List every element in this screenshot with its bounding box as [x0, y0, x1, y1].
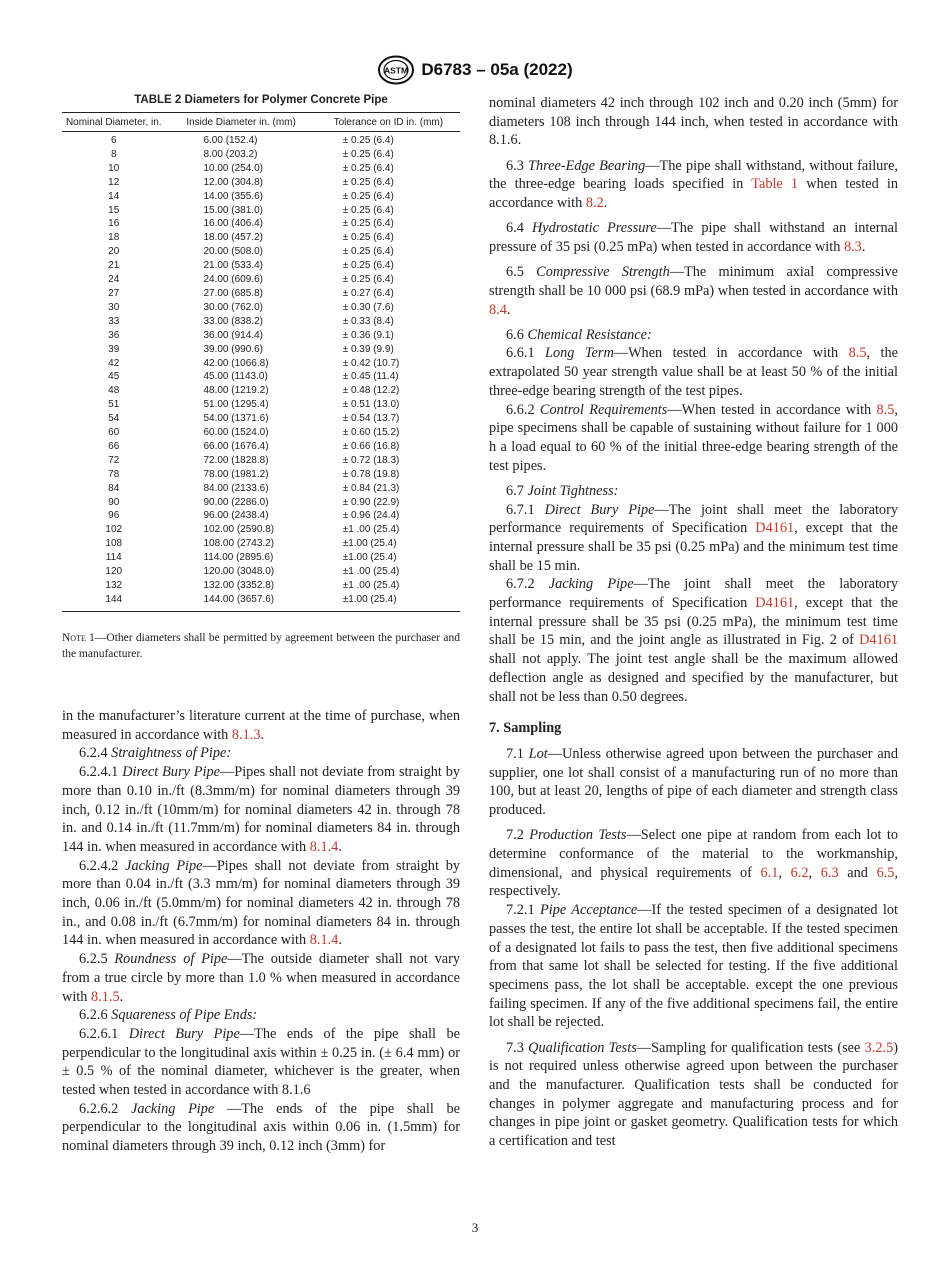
table-row	[62, 426, 460, 440]
table-cell: 45	[108, 371, 120, 383]
table-cell: ± 0.45 (11.4)	[342, 371, 399, 383]
table-cell: 8	[110, 148, 117, 160]
table-cell: ± 0.60 (15.2)	[342, 427, 400, 439]
column-header: Nominal Diameter, in.	[62, 113, 165, 132]
table-row	[62, 537, 460, 551]
ref-link[interactable]: 6.2	[790, 864, 809, 881]
table-row	[62, 259, 460, 273]
table-cell: ± 0.90 (22.9)	[342, 496, 400, 508]
table-cell: ± 0.25 (6.4)	[342, 246, 394, 258]
table-row	[62, 162, 460, 176]
table-row	[62, 132, 460, 148]
table-row	[62, 482, 460, 496]
table-cell: 102.00 (2590.8)	[203, 524, 275, 536]
table-cell: 72	[108, 454, 120, 466]
table-row	[62, 287, 460, 301]
table-cell: 36	[108, 329, 120, 341]
table-cell: 66.00 (1676.4)	[203, 440, 269, 452]
column-header: Inside Diameter in. (mm)	[165, 113, 316, 132]
table-cell: 78.00 (1981.2)	[203, 468, 269, 480]
ref-link[interactable]: 3.2.5	[864, 1039, 894, 1056]
table-cell: ± 0.66 (16.8)	[342, 440, 400, 452]
table-row	[62, 273, 460, 287]
table-cell: 90.00 (2286.0)	[203, 496, 269, 508]
table-cell: ± 0.33 (8.4)	[342, 315, 394, 327]
table-cell: 60.00 (1524.0)	[203, 427, 269, 439]
table-cell: 33.00 (838.2)	[203, 315, 263, 327]
table-cell: 16	[108, 218, 120, 230]
diameters-table	[62, 112, 460, 612]
section-7-3: 7.3 Qualification Tests—Sampling for qualification tests (see 3.2.5) is not required unless otherwise agreed upon between the purchaser and the manufacturer. Qualification tests shall be conducted for changes in polymer aggregate and manufacturing process and for changes in pipe joint or gasket geometry. Qualification tests for which a certification and test	[489, 1039, 898, 1150]
table-cell: 90	[108, 496, 120, 508]
ref-link[interactable]: 8.1.3	[231, 726, 261, 743]
table-cell: 21	[108, 260, 120, 272]
table-cell: 108.00 (2743.2)	[203, 538, 275, 550]
table-cell: ±1.00 (25.4)	[342, 538, 397, 550]
table-cell: 102	[105, 524, 123, 536]
table-cell: ± 0.42 (10.7)	[342, 357, 400, 369]
table-row	[62, 245, 460, 259]
paragraph: nominal diameters 42 inch through 102 inch and 0.20 inch (5mm) for diameters 108 inch through 144 inch, when tested in accordance with 8.1.6.	[489, 95, 898, 149]
section-6-7-1: 6.7.1 Direct Bury Pipe—The joint shall meet the laboratory performance requirements of Specification D4161, except that the internal pressure shall be 35 psi (0.25 mPa) and the minimum test time shall be 15 min.	[489, 501, 898, 574]
table-cell: 54	[108, 413, 120, 425]
table-cell: 96.00 (2438.4)	[203, 510, 269, 522]
table-cell: ± 0.25 (6.4)	[342, 274, 394, 286]
table-cell: 54.00 (1371.6)	[203, 413, 269, 425]
table-cell: ± 0.25 (6.4)	[342, 176, 394, 188]
table-row	[62, 329, 460, 343]
table-cell: 60	[108, 427, 120, 439]
table-row	[62, 496, 460, 510]
table-cell: 8.00 (203.2)	[203, 148, 258, 160]
section-6-2-6-1: 6.2.6.1 Direct Bury Pipe—The ends of the pipe shall be perpendicular to the longitudinal axis within ± 0.25 in. (± 6.4 mm) or ± 0.5 % of the nominal diameter, whichever is the greater, when tested when tested in accordance with 8.1.6	[62, 1025, 460, 1099]
table-cell: ± 0.25 (6.4)	[342, 190, 394, 202]
table-row	[62, 176, 460, 190]
section-6-7: 6.7 Joint Tightness:	[506, 482, 619, 499]
table-cell: ± 0.25 (6.4)	[342, 260, 394, 272]
table-cell: 96	[108, 510, 120, 522]
section-6-2-4-1: 6.2.4.1 Direct Bury Pipe—Pipes shall not deviate from straight by more than 0.10 in./ft (8.3mm/m) for nominal diameters through 39 inch, 0.12 in./ft (10mm/m) for nominal diameters 42 in. through 78 in. and 0.14 in./ft (11.7mm/m) for nominal diameters 84 in. through 144 in. when measured in accordance with 8.1.4.	[62, 764, 461, 855]
table-row	[62, 454, 460, 468]
ref-link[interactable]: 8.4	[489, 301, 507, 318]
section-6-7-2: 6.7.2 Jacking Pipe—The joint shall meet the laboratory performance requirements of Specification D4161, except that the internal pressure shall be 35 psi (0.25 mPa), the minimum test time shall be 15 min, and the joint angle as illustrated in Fig. 2 of D4161 shall not apply. The joint test angle shall be the maximum allowed deflection angle as designed and specified by the manufacturer, but shall not be less than 0.50 degrees.	[489, 576, 898, 705]
table-cell: ± 0.84 (21.3)	[342, 482, 400, 494]
table-cell: 42.00 (1066.8)	[203, 357, 269, 369]
table-cell: 6.00 (152.4)	[203, 135, 258, 146]
table-cell: ±1 .00 (25.4)	[342, 566, 400, 578]
table-cell: 27	[108, 287, 120, 299]
right-column	[489, 94, 898, 1151]
ref-link[interactable]: 6.1	[760, 864, 779, 881]
ref-link[interactable]: Table 1	[751, 176, 799, 193]
table-row	[62, 593, 460, 611]
table-cell: ±1.00 (25.4)	[317, 593, 460, 611]
table-row	[62, 579, 460, 593]
table-body	[62, 132, 460, 612]
table-cell: 84	[108, 482, 120, 494]
table-cell: ± 0.25 (6.4)	[342, 162, 394, 174]
table-cell: 39.00 (990.6)	[203, 343, 263, 355]
table-cell: 114.00 (2895.6)	[203, 552, 274, 564]
table-cell: 132.00 (3352.8)	[203, 580, 275, 591]
table-cell: 42	[108, 357, 120, 369]
page-number: 3	[471, 1220, 479, 1235]
table-cell: ± 0.96 (24.4)	[342, 510, 400, 522]
table-cell: ± 0.36 (9.1)	[342, 329, 394, 341]
section-6-2-4-2: 6.2.4.2 Jacking Pipe—Pipes shall not deviate from straight by more than 0.04 in./ft (3.3 mm/m) for nominal diameters through 39 inch, 0.06 in./ft (5.0mm/m) for nominal diameters 42 in. through 78 in., and 0.08 in./ft (6.7mm/m) for nominal diameters 84 in. through 144 in. when measured in accordance with 8.1.4.	[62, 857, 460, 949]
table-cell: ± 0.78 (19.8)	[342, 468, 400, 480]
table-cell: 120	[105, 566, 123, 578]
table-cell: ± 0.25 (6.4)	[342, 232, 394, 244]
section-6-4: 6.4 Hydrostatic Pressure—The pipe shall withstand an internal pressure of 35 psi (0.25 mPa) when tested in accordance with 8.3.	[489, 220, 898, 255]
table-cell: ± 0.51 (13.0)	[342, 399, 400, 411]
paragraph: in the manufacturer’s literature current at the time of purchase, when measured in accordance with 8.1.3.	[62, 708, 460, 743]
table-cell: 15.00 (381.0)	[203, 204, 263, 216]
ref-link[interactable]: 8.1.4	[309, 932, 339, 949]
table-row	[62, 509, 460, 523]
table-cell: ± 0.39 (9.9)	[342, 343, 394, 355]
table-cell: ± 0.30 (7.6)	[342, 301, 394, 313]
table-cell: ± 0.25 (6.4)	[342, 148, 394, 160]
ref-link[interactable]: D4161	[755, 595, 795, 612]
table-row	[62, 565, 460, 579]
table-cell: 20.00 (508.0)	[203, 246, 263, 258]
table-cell: 36.00 (914.4)	[203, 329, 263, 341]
table-cell: 48.00 (1219.2)	[203, 385, 269, 397]
table-row	[62, 190, 460, 204]
table-row	[62, 148, 460, 162]
document-id: D6783 – 05a (2022)	[421, 60, 573, 79]
column-header: Tolerance on ID in. (mm)	[317, 113, 460, 132]
table-cell: 132	[105, 580, 123, 591]
table-cell: 15	[108, 204, 120, 216]
table-cell: 21.00 (533.4)	[203, 260, 263, 272]
page-header	[0, 55, 950, 85]
left-column-body	[62, 707, 460, 1156]
svg-text:ASTM: ASTM	[384, 65, 409, 76]
table-cell: 51.00 (1295.4)	[203, 399, 269, 411]
ref-link[interactable]: 8.5	[876, 401, 895, 418]
section-6-3: 6.3 Three-Edge Bearing—The pipe shall withstand, without failure, the three-edge bearing loads specified in Table 1 when tested in accordance with 8.2.	[489, 157, 898, 212]
table-cell: ±1 .00 (25.4)	[342, 580, 400, 591]
table-cell: ± 0.48 (12.2)	[342, 385, 400, 397]
table-cell: 48	[108, 385, 120, 397]
table-note	[62, 630, 460, 662]
table-cell: ± 0.25 (6.4)	[342, 218, 394, 230]
section-6-6-2: 6.6.2 Control Requirements—When tested in accordance with 8.5, pipe specimens shall be capable of sustaining without failure for 1 000 h a load equal to 60 % of the initial three-edge bearing strength of the test pipes.	[489, 401, 898, 474]
table-cell: 10	[108, 162, 120, 174]
table-cell: 144.00 (3657.6)	[165, 593, 316, 611]
table-cell: 72.00 (1828.8)	[203, 454, 269, 466]
table-row	[62, 398, 460, 412]
table-cell: 12	[108, 176, 120, 188]
table-cell: 20	[108, 246, 120, 258]
table-row	[62, 315, 460, 329]
table-cell: 18	[108, 232, 120, 244]
table-cell: ±1 .00 (25.4)	[342, 524, 400, 536]
ref-link[interactable]: 8.5	[848, 345, 867, 362]
table-cell: 39	[108, 343, 120, 355]
astm-logo-icon	[377, 55, 415, 85]
table-row	[62, 301, 460, 315]
table-row	[62, 523, 460, 537]
ref-link[interactable]: 8.3	[843, 238, 862, 255]
section-6-5: 6.5 Compressive Strength—The minimum axial compressive strength shall be 10 000 psi (68.9 mPa) when tested in accordance with 8.4.	[489, 264, 898, 318]
table-row	[62, 412, 460, 426]
table-row	[62, 468, 460, 482]
table-cell: 108	[105, 538, 123, 550]
section-heading-sampling: 7. Sampling	[489, 720, 562, 737]
table-cell: 16.00 (406.4)	[203, 218, 263, 230]
ref-link[interactable]: 8.1.5	[91, 988, 120, 1005]
table-cell: 12.00 (304.8)	[203, 176, 263, 188]
table-cell: 14.00 (355.6)	[203, 190, 263, 202]
table-row	[62, 204, 460, 218]
table-cell: 51	[108, 399, 120, 411]
table-cell: 114	[105, 552, 122, 564]
table-row	[62, 384, 460, 398]
table-cell: 27.00 (685.8)	[203, 287, 263, 299]
table-cell: ± 0.72 (18.3)	[342, 454, 400, 466]
table-row	[62, 217, 460, 231]
table-cell: 18.00 (457.2)	[203, 232, 263, 244]
left-column-top	[62, 94, 460, 662]
section-6-6: 6.6 Chemical Resistance:	[506, 326, 652, 343]
table-cell: 84.00 (2133.6)	[203, 482, 269, 494]
table-row	[62, 343, 460, 357]
note-text: —Other diameters shall be permitted by agreement between the purchaser and the manufacturer.	[62, 631, 460, 660]
table-cell: 14	[108, 190, 120, 202]
table-cell: 30.00 (762.0)	[203, 301, 263, 313]
section-6-2-6: 6.2.6 Squareness of Pipe Ends:	[79, 1007, 258, 1024]
table-cell: 6	[110, 135, 117, 146]
table-title: TABLE 2 Diameters for Polymer Concrete Pipe	[134, 94, 388, 106]
section-7-2-1: 7.2.1 Pipe Acceptance—If the tested specimen of a designated lot passes the test, the entire lot shall be acceptable. If the tested specimen of a designated lot fails to pass the test, then five additional specimens from that same lot shall be selected for testing. If the five additional specimens pass, the lot shall be acceptable. except the one previous failing specimen. If any of the five additional specimens fail, the entire lot shall be rejected.	[489, 902, 898, 1031]
section-6-2-6-2: 6.2.6.2 Jacking Pipe —The ends of the pipe shall be perpendicular to the longitudinal axis within 0.06 in. (1.5mm) for nominal diameters through 39 inch, 0.12 inch (3mm) for	[62, 1100, 461, 1155]
table-cell: ±1.00 (25.4)	[342, 552, 397, 564]
section-6-2-4: 6.2.4 Straightness of Pipe:	[79, 745, 232, 762]
table-cell: 24	[108, 274, 120, 286]
section-6-6-1: 6.6.1 Long Term—When tested in accordance with 8.5, the extrapolated 50 year strength value shall be at least 50 % of the initial three-edge bearing strength of the test pipes.	[489, 345, 898, 399]
table-row	[62, 357, 460, 371]
table-cell: ± 0.54 (13.7)	[342, 413, 400, 425]
ref-link[interactable]: D4161	[859, 632, 898, 649]
table-row	[62, 231, 460, 245]
ref-link[interactable]: 6.3	[820, 864, 839, 881]
table-cell: ± 0.27 (6.4)	[342, 287, 394, 299]
section-6-2-5: 6.2.5 Roundness of Pipe—The outside diameter shall not vary from a true circle by more than 1.0 % when measured in accordance with 8.1.5.	[62, 951, 460, 1005]
table-cell: 78	[108, 468, 120, 480]
table-cell: 33	[108, 315, 120, 327]
ref-link[interactable]: 6.5	[876, 864, 895, 881]
table-cell: 30	[108, 301, 120, 313]
section-7-1: 7.1 Lot—Unless otherwise agreed upon between the purchaser and supplier, one lot shall consist of a manufacturing run of no more than 100, but at least 20, lengths of pipe of each diameter and strength class produced.	[489, 746, 898, 819]
table-cell: 45.00 (1143.0)	[203, 371, 268, 383]
table-row	[62, 551, 460, 565]
table-cell: ± 0.25 (6.4)	[342, 204, 394, 216]
table-cell: 66	[108, 440, 120, 452]
table-row	[62, 370, 460, 384]
note-label: Note 1	[62, 631, 95, 644]
table-cell: 144	[62, 593, 165, 611]
table-cell: ± 0.25 (6.4)	[342, 135, 394, 146]
table-cell: 24.00 (609.6)	[203, 274, 263, 286]
table-row	[62, 440, 460, 454]
ref-link[interactable]: 8.1.4	[309, 838, 339, 855]
table-cell: 10.00 (254.0)	[203, 162, 263, 174]
ref-link[interactable]: 8.2	[585, 195, 604, 212]
section-7-2: 7.2 Production Tests—Select one pipe at random from each lot to determine conformance of the material to the workmanship, dimensional, and physical requirements of 6.1, 6.2, 6.3 and 6.5, respectively.	[489, 827, 899, 900]
ref-link[interactable]: D4161	[755, 520, 795, 537]
table-cell: 120.00 (3048.0)	[203, 566, 275, 578]
